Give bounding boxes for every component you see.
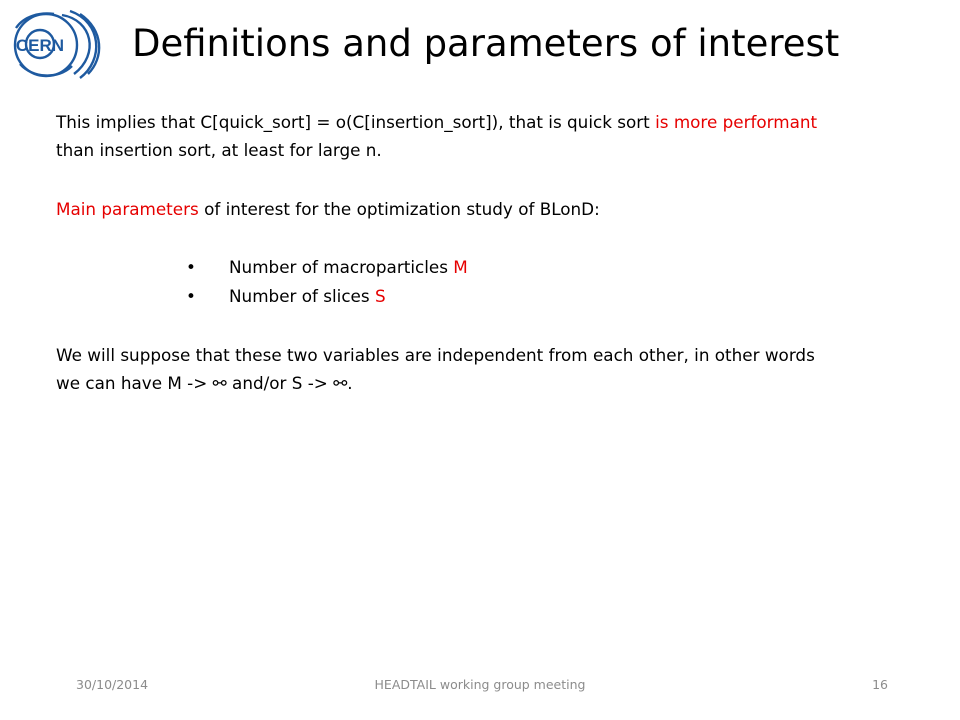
list-item-variable: S bbox=[374, 286, 386, 306]
parameter-list bbox=[186, 253, 468, 311]
paragraph-independence-line-1: We will suppose that these two variables are independent from each other, in other words bbox=[56, 345, 815, 365]
paragraph-quicksort-text-1: This implies that C[quick_sort] = o(C[insertion_sort]), that is quick sort bbox=[56, 112, 656, 132]
paragraph-quicksort bbox=[56, 108, 946, 164]
list-item bbox=[186, 253, 468, 282]
highlight-main-parameters: Main parameters bbox=[56, 199, 199, 219]
footer-date: 30/10/2014 bbox=[76, 677, 149, 692]
list-item-text: Number of slices bbox=[229, 286, 375, 306]
slide-title: Definitions and parameters of interest bbox=[132, 22, 840, 65]
list-item-text: Number of macroparticles bbox=[229, 257, 454, 277]
paragraph-parameters bbox=[56, 195, 946, 223]
footer-page-number: 16 bbox=[872, 677, 888, 692]
highlight-more-performant: is more performant bbox=[655, 112, 818, 132]
footer-meeting-name: HEADTAIL working group meeting bbox=[374, 677, 586, 692]
bullet-icon: • bbox=[186, 257, 196, 277]
bullet-icon: • bbox=[186, 286, 196, 306]
paragraph-independence-line-2: we can have M -> ⚯ and/or S -> ⚯. bbox=[56, 373, 353, 393]
list-item-variable: M bbox=[453, 257, 468, 277]
cern-logo-icon bbox=[10, 8, 102, 82]
svg-text:CERN: CERN bbox=[15, 36, 65, 55]
paragraph-parameters-text: of interest for the optimization study of BLonD: bbox=[198, 199, 600, 219]
list-item bbox=[186, 282, 468, 311]
paragraph-independence bbox=[56, 341, 946, 397]
paragraph-quicksort-text-2: than insertion sort, at least for large n. bbox=[56, 140, 382, 160]
